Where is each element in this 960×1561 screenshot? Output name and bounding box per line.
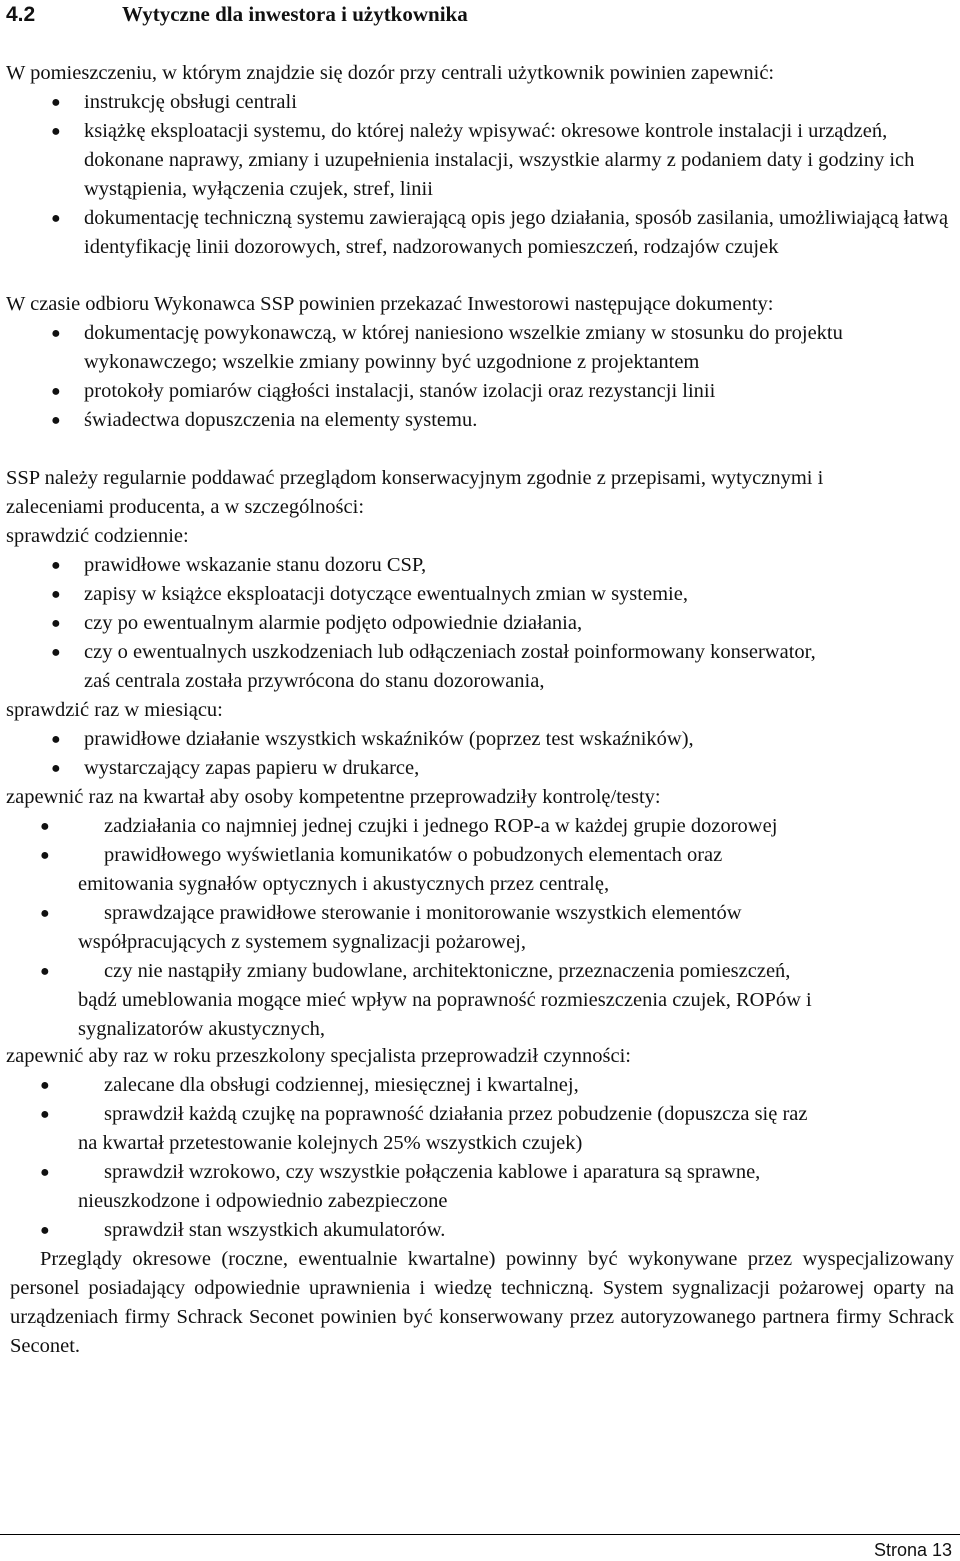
bullet-icon: ● <box>51 731 61 748</box>
daily-checks-list <box>51 551 954 696</box>
bullet-icon: ● <box>51 644 61 661</box>
bullet-icon: ● <box>51 123 61 140</box>
quarterly-label: zapewnić raz na kwartał aby osoby kompetentne przeprowadziły kontrolę/testy: <box>6 786 661 808</box>
section-number: 4.2 <box>6 3 36 26</box>
list-item: ● instrukcję obsługi centrali <box>84 88 954 117</box>
list-item: ● sprawdzające prawidłowe sterowanie i monitorowanie wszystkich elementów współpracujących z systemem sygnalizacji pożarowej, <box>78 899 948 957</box>
bullet-icon: ● <box>40 847 50 864</box>
section-title: Wytyczne dla inwestora i użytkownika <box>122 2 468 26</box>
list-item: ● zadziałania co najmniej jednej czujki i jednego ROP-a w każdej grupie dozorowej <box>78 812 948 841</box>
intro-paragraph-3: SSP należy regularnie poddawać przeglądom konserwacyjnym zgodnie z przepisami, wytycznymi i zaleceniami producenta, a w szczególności: <box>6 467 824 518</box>
bullet-icon: ● <box>51 210 61 227</box>
monthly-label: sprawdzić raz w miesiącu: <box>6 699 223 721</box>
bullet-icon: ● <box>51 760 61 777</box>
list-item: ● sprawdził wzrokowo, czy wszystkie połączenia kablowe i aparatura są sprawne, nieuszkodzone i odpowiednio zabezpieczone <box>78 1158 948 1216</box>
bullet-icon: ● <box>40 963 50 980</box>
list-item: ● dokumentację powykonawczą, w której naniesiono wszelkie zmiany w stosunku do projektu wykonawczego; wszelkie zmiany powinny być uzgodnione z projektantem <box>84 319 954 377</box>
bullet-icon: ● <box>51 615 61 632</box>
bullet-icon: ● <box>51 557 61 574</box>
quarterly-tests-list <box>40 812 948 1044</box>
list-item: ● sprawdził każdą czujkę na poprawność działania przez pobudzenie (dopuszcza się raz na kwartał przetestowanie kolejnych 25% wszystkich czujek) <box>78 1100 948 1158</box>
handover-documents-list <box>51 319 954 435</box>
monthly-checks-list <box>51 725 954 783</box>
closing-paragraph: Przeglądy okresowe (roczne, ewentualnie kwartalne) powinny być wykonywane przez wyspecjalizowany personel posiadający odpowiednie uprawnienia i wiedzę techniczną. System sygnalizacji pożarowej oparty na urządzeniach firmy Schrack Seconet powinien być konserwowany przez autoryzowanego partnera firmy Schrack Seconet. <box>10 1248 954 1357</box>
list-item: ● czy po ewentualnym alarmie podjęto odpowiednie działania, <box>84 609 954 638</box>
list-item: ● prawidłowego wyświetlania komunikatów o pobudzonych elementach oraz emitowania sygnałów optycznych i akustycznych przez centralę, <box>78 841 948 899</box>
list-item: ● zapisy w książce eksploatacji dotyczące ewentualnych zmian w systemie, <box>84 580 954 609</box>
bullet-icon: ● <box>40 1164 50 1181</box>
list-item: ● czy nie nastąpiły zmiany budowlane, architektoniczne, przeznaczenia pomieszczeń, bądź umeblowania mogące mieć wpływ na poprawność rozmieszczenia czujek, ROPów i sygnalizatorów akustycznych, <box>78 957 948 1044</box>
user-provisions-list <box>51 88 954 262</box>
intro-paragraph-2: W czasie odbioru Wykonawca SSP powinien przekazać Inwestorowi następujące dokumenty: <box>6 293 774 315</box>
page-number: Strona 13 <box>873 1540 952 1560</box>
footer-divider <box>0 1534 960 1535</box>
list-item: ● wystarczający zapas papieru w drukarce, <box>84 754 954 783</box>
bullet-icon: ● <box>40 905 50 922</box>
bullet-icon: ● <box>40 1106 50 1123</box>
bullet-icon: ● <box>40 1077 50 1094</box>
bullet-icon: ● <box>40 1222 50 1239</box>
list-item: ● prawidłowe wskazanie stanu dozoru CSP, <box>84 551 954 580</box>
list-item: ● prawidłowe działanie wszystkich wskaźników (poprzez test wskaźników), <box>84 725 954 754</box>
list-item: ● świadectwa dopuszczenia na elementy systemu. <box>84 406 954 435</box>
bullet-icon: ● <box>51 383 61 400</box>
list-item: ● zalecane dla obsługi codziennej, miesięcznej i kwartalnej, <box>78 1071 948 1100</box>
daily-label: sprawdzić codziennie: <box>6 525 189 547</box>
list-item: ● dokumentację techniczną systemu zawierającą opis jego działania, sposób zasilania, umożliwiającą łatwą identyfikację linii dozorowych, stref, nadzorowanych pomieszczeń, rodzajów czujek <box>84 204 954 262</box>
list-item: ● książkę eksploatacji systemu, do której należy wpisywać: okresowe kontrole instalacji i urządzeń, dokonane naprawy, zmiany i uzupełnienia instalacji, wszystkie alarmy z podaniem daty i godziny ich wystąpienia, wyłączenia czujek, stref, linii <box>84 117 954 204</box>
list-item: ● protokoły pomiarów ciągłości instalacji, stanów izolacji oraz rezystancji linii <box>84 377 954 406</box>
bullet-icon: ● <box>51 325 61 342</box>
list-item: ● czy o ewentualnych uszkodzeniach lub odłączeniach został poinformowany konserwator, zaś centrala została przywrócona do stanu dozorowania, <box>84 638 844 696</box>
intro-paragraph-1: W pomieszczeniu, w którym znajdzie się dozór przy centrali użytkownik powinien zapewnić: <box>6 62 775 84</box>
bullet-icon: ● <box>51 94 61 111</box>
bullet-icon: ● <box>40 818 50 835</box>
bullet-icon: ● <box>51 586 61 603</box>
section-heading <box>6 2 468 27</box>
yearly-tasks-list <box>40 1071 948 1245</box>
bullet-icon: ● <box>51 412 61 429</box>
list-item: ● sprawdził stan wszystkich akumulatorów. <box>78 1216 948 1245</box>
yearly-label: zapewnić aby raz w roku przeszkolony specjalista przeprowadził czynności: <box>6 1045 631 1067</box>
